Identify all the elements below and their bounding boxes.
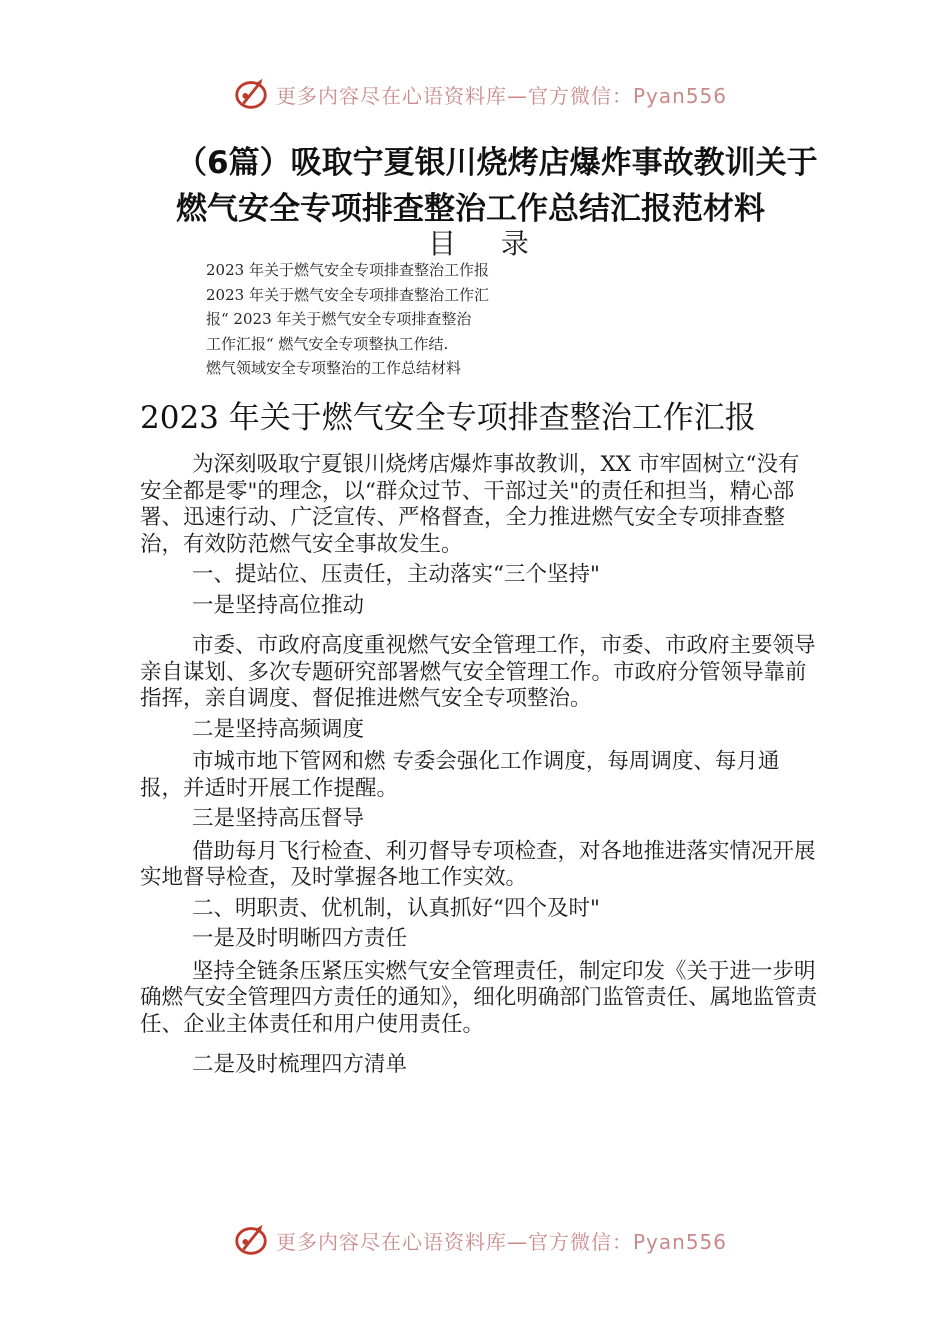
toc-line[interactable]: 燃气领域安全专项整治的工作总结材料 [206, 359, 462, 377]
table-of-contents [206, 258, 566, 381]
heading-one: 一、提站位、压责任，主动落实“三个坚持" [192, 562, 600, 587]
subheading-high-pressure: 三是坚持高压督导 [192, 806, 365, 831]
bottom-banner [232, 1218, 752, 1262]
subheading-high-level: 一是坚持高位推动 [192, 592, 365, 618]
paragraph-four-party-duty: 坚持全链条压紧压实燃气安全管理责任，制定印发《关于进一步明确燃气安全管理四方责任的通知》，细化明确部门监管责任、属地监管责任、企业主体责任和用户使用责任。 [140, 958, 818, 1037]
document-body [140, 452, 820, 1079]
page-title [176, 140, 836, 232]
leaf-pen-logo-icon [232, 1221, 270, 1259]
paragraph-high-pressure: 借助每月飞行检查、利刃督导专项检查，对各地推进落实情况开展实地督导检查，及时掌握各地工作实效。 [140, 838, 816, 890]
toc-line[interactable]: 报“ 2023 年关于燃气安全专项排查整治 [206, 310, 472, 328]
banner-text: 更多内容尽在心语资料库—官方微信：Pyan556 [276, 83, 728, 108]
subheading-high-frequency: 二是坚持高频调度 [192, 716, 365, 742]
paragraph-high-frequency: 市城市地下管网和燃 专委会强化工作调度，每周调度、每月通报，并适时开展工作提醒。 [140, 749, 780, 801]
toc-line[interactable]: 工作汇报“ 燃气安全专项整执工作结. [206, 334, 449, 353]
subheading-four-party-list: 二是及时梳理四方清单 [192, 1052, 408, 1077]
toc-line[interactable]: 2023 年关于燃气安全专项排查整治工作报 [206, 261, 489, 279]
top-banner [232, 72, 752, 116]
paragraph-intro: 为深刻吸取宁夏银川烧烤店爆炸事故教训，XX 市牢固树立“没有安全都是零"的理念，以“群众过节、干部过关"的责任和担当，精心部署、迅速行动、广泛宣传、严格督查，全力推进燃气安全专项排查整治，有效防范燃气安全事故发生。 [140, 452, 800, 557]
leaf-pen-logo-icon [232, 75, 270, 113]
page-title-line-1: （6篇）吸取宁夏银川烧烤店爆炸事故教训关于 [176, 145, 818, 181]
heading-two: 二、明职责、优机制，认真抓好“四个及时" [192, 895, 600, 921]
section-title: 2023 年关于燃气安全专项排查整治工作汇报 [140, 400, 756, 436]
toc-line[interactable]: 2023 年关于燃气安全专项排查整治工作汇 [206, 285, 489, 304]
subheading-four-party-duty: 一是及时明晰四方责任 [192, 926, 408, 951]
paragraph-high-level: 市委、市政府高度重视燃气安全管理工作，市委、市政府主要领导亲自谋划、多次专题研究部署燃气安全管理工作。市政府分管领导靠前指挥，亲自调度、督促推进燃气安全专项整治。 [140, 633, 816, 711]
toc-heading: 目 录 [428, 227, 547, 260]
banner-text: 更多内容尽在心语资料库—官方微信：Pyan556 [276, 1229, 728, 1254]
page-title-line-2: 燃气安全专项排查整治工作总结汇报范材料 [176, 191, 765, 227]
